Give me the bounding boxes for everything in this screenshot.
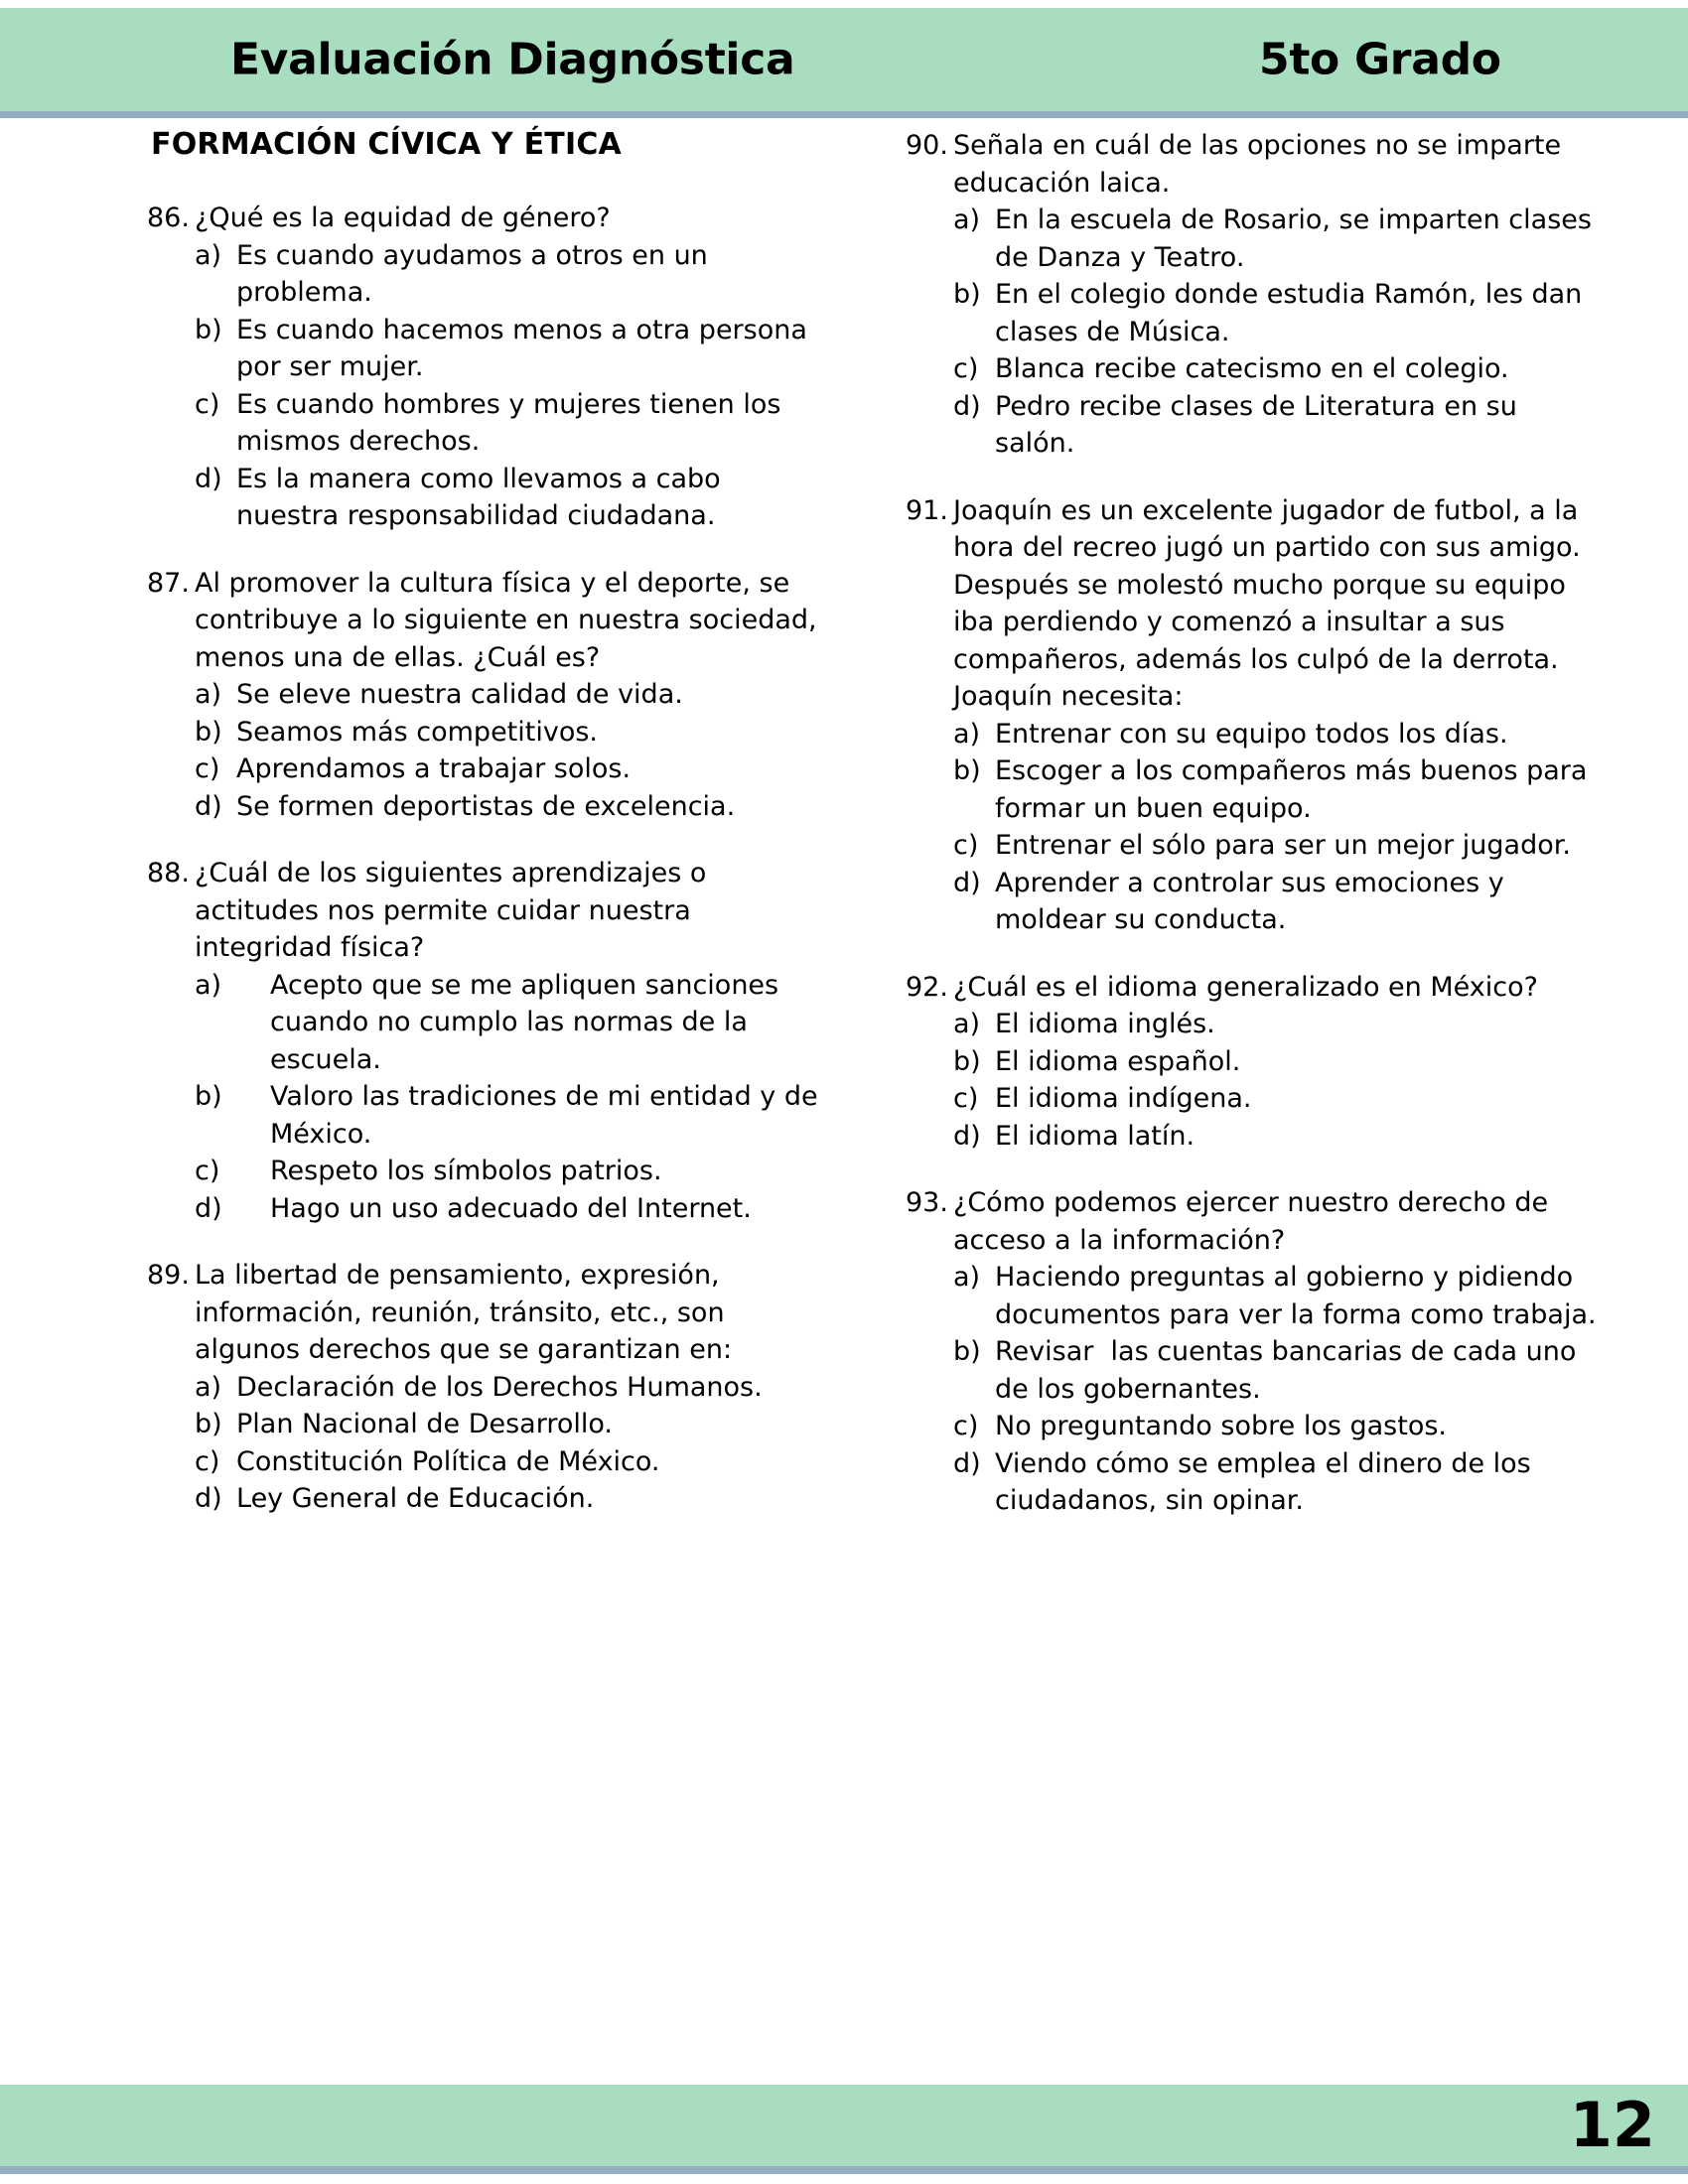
question-number: 87. — [147, 567, 190, 599]
question-subprompt: Joaquín necesita: — [953, 681, 1184, 712]
option-text: Escoger a los compañeros más buenos para formar un buen equipo. — [995, 755, 1597, 824]
answer-option[interactable] — [147, 676, 822, 714]
answer-option[interactable] — [147, 714, 822, 751]
option-list — [906, 202, 1601, 463]
option-letter: d) — [195, 1192, 222, 1224]
answer-option[interactable] — [147, 461, 822, 535]
question-stem — [147, 565, 822, 677]
question-stem — [147, 855, 822, 967]
question-text: Señala en cuál de las opciones no se imparte educación laica. — [953, 130, 1562, 199]
option-letter: b) — [953, 279, 981, 310]
option-letter: b) — [195, 1409, 222, 1439]
answer-option[interactable] — [906, 388, 1601, 463]
option-text: Es cuando hacemos menos a otra persona por ser mujer. — [236, 314, 816, 382]
page-title: Evaluación Diagnóstica — [230, 34, 795, 85]
option-list — [147, 237, 822, 535]
option-text: Seamos más competitivos. — [236, 716, 598, 748]
option-letter: c) — [195, 388, 220, 420]
answer-option[interactable] — [147, 1190, 822, 1228]
answer-option[interactable] — [147, 1078, 827, 1153]
option-list — [147, 1369, 822, 1518]
answer-option[interactable] — [906, 865, 1601, 939]
question-number: 92. — [906, 971, 948, 1003]
question-text: Al promover la cultura física y el deporte, se contribuye a lo siguiente en nuestra sociedad, menos una de ellas. ¿Cuál es? — [195, 567, 817, 673]
question-block — [906, 492, 1601, 939]
page-footer-band — [0, 2085, 1688, 2166]
option-letter: a) — [195, 239, 222, 271]
option-letter: c) — [195, 1445, 220, 1477]
option-text: Blanca recibe catecismo en el colegio. — [995, 353, 1509, 384]
option-text: El idioma indígena. — [995, 1083, 1252, 1114]
question-text: La libertad de pensamiento, expresión, información, reunión, tránsito, etc., son algunos derechos que se garantizan en: — [195, 1260, 733, 1365]
option-letter: b) — [953, 755, 981, 786]
option-text: Constitución Política de México. — [236, 1445, 660, 1477]
option-letter: a) — [953, 1262, 981, 1293]
answer-option[interactable] — [906, 202, 1601, 276]
option-letter: a) — [953, 205, 981, 235]
option-letter: c) — [953, 830, 979, 861]
option-letter: a) — [195, 1371, 222, 1403]
question-block — [906, 1184, 1601, 1520]
question-block — [147, 855, 827, 1227]
left-question-list — [147, 200, 827, 1518]
question-stem — [906, 492, 1601, 679]
question-text: ¿Qué es la equidad de género? — [195, 203, 611, 233]
option-letter: a) — [195, 969, 222, 1001]
footer-shadow-strip — [0, 2166, 1688, 2174]
answer-option[interactable] — [906, 752, 1601, 827]
answer-option[interactable] — [147, 1153, 822, 1190]
option-letter: a) — [953, 718, 981, 750]
answer-option[interactable] — [906, 350, 1601, 388]
option-text: Ley General de Educación. — [236, 1483, 595, 1514]
answer-option[interactable] — [906, 716, 1601, 753]
answer-option[interactable] — [906, 276, 1601, 350]
question-text: Joaquín es un excelente jugador de futbol, a la hora del recreo jugó un partido con sus amigo. Después se molestó mucho porque su equipo iba perdiendo y comenzó a insultar a sus compañeros, además los culpó de la derrota. — [953, 494, 1581, 675]
option-list — [147, 967, 827, 1228]
grade-label: 5to Grado — [1259, 34, 1501, 85]
option-letter: b) — [195, 1081, 222, 1112]
option-text: Entrenar el sólo para ser un mejor jugador. — [995, 830, 1571, 861]
option-text: En la escuela de Rosario, se imparten clases de Danza y Teatro. — [995, 205, 1601, 273]
answer-option[interactable] — [906, 1259, 1601, 1333]
option-letter: c) — [953, 1411, 979, 1441]
option-letter: b) — [195, 314, 222, 345]
option-text: Se eleve nuestra calidad de vida. — [236, 679, 683, 710]
option-text: El idioma latín. — [995, 1120, 1196, 1152]
option-text: En el colegio donde estudia Ramón, les dan clases de Música. — [995, 279, 1591, 347]
option-letter: a) — [953, 1009, 981, 1039]
option-text: Valoro las tradiciones de mi entidad y de México. — [270, 1081, 827, 1150]
option-list — [906, 1259, 1601, 1520]
question-number: 90. — [906, 130, 948, 161]
answer-option[interactable] — [147, 312, 822, 386]
option-text: Es la manera como llevamos a cabo nuestra responsabilidad ciudadana. — [236, 463, 730, 531]
option-letter: d) — [195, 790, 222, 822]
answer-option[interactable] — [147, 751, 822, 788]
answer-option[interactable] — [147, 1406, 822, 1443]
answer-option[interactable] — [147, 237, 822, 312]
answer-option[interactable] — [906, 1043, 1601, 1081]
option-letter: d) — [953, 1120, 981, 1152]
page-header-band — [0, 8, 1688, 111]
option-text: Entrenar con su equipo todos los días. — [995, 718, 1508, 750]
question-block — [906, 127, 1601, 463]
option-text: Es cuando ayudamos a otros en un problema. — [236, 239, 717, 308]
question-stem — [906, 1184, 1601, 1259]
question-stem — [906, 127, 1601, 202]
option-text: Viendo cómo se emplea el dinero de los ciudadanos, sin opinar. — [995, 1447, 1540, 1516]
answer-option[interactable] — [147, 1369, 822, 1407]
option-text: Es cuando hombres y mujeres tienen los mismos derechos. — [236, 388, 790, 457]
question-stem — [147, 1257, 822, 1369]
option-text: Respeto los símbolos patrios. — [270, 1156, 662, 1186]
option-letter: c) — [953, 1083, 979, 1114]
page-number: 12 — [1569, 2089, 1655, 2161]
option-letter: b) — [953, 1336, 981, 1367]
option-list — [906, 716, 1601, 939]
right-question-list — [906, 127, 1601, 1520]
question-stem — [906, 969, 1601, 1007]
option-text: Aprendamos a trabajar solos. — [236, 753, 632, 784]
question-block — [147, 200, 822, 535]
answer-option[interactable] — [147, 1480, 822, 1518]
question-number: 86. — [147, 203, 190, 233]
option-letter: d) — [953, 867, 981, 898]
option-text: Plan Nacional de Desarrollo. — [236, 1409, 614, 1439]
question-text: ¿Cuál de los siguientes aprendizajes o actitudes nos permite cuidar nuestra integridad física? — [195, 858, 707, 963]
option-letter: c) — [953, 353, 979, 384]
option-text: Haciendo preguntas al gobierno y pidiendo documentos para ver la forma como trabaja. — [995, 1262, 1597, 1330]
section-heading: FORMACIÓN CÍVICA Y ÉTICA — [151, 127, 622, 162]
question-block — [147, 565, 822, 826]
question-number: 93. — [906, 1187, 948, 1218]
answer-option[interactable] — [147, 1443, 822, 1481]
answer-option[interactable] — [147, 967, 822, 1079]
answer-option[interactable] — [906, 1445, 1601, 1520]
question-number: 91. — [906, 494, 948, 526]
question-number: 88. — [147, 858, 190, 888]
option-list — [147, 676, 822, 825]
option-letter: a) — [195, 679, 222, 710]
answer-option[interactable] — [906, 1118, 1601, 1156]
option-letter: d) — [953, 390, 981, 422]
option-text: Pedro recibe clases de Literatura en su salón. — [995, 390, 1526, 459]
answer-option[interactable] — [147, 386, 822, 461]
right-column — [906, 127, 1601, 1550]
option-text: El idioma inglés. — [995, 1009, 1215, 1039]
option-text: Declaración de los Derechos Humanos. — [236, 1371, 763, 1403]
option-text: Hago un uso adecuado del Internet. — [270, 1192, 752, 1224]
option-text: El idioma español. — [995, 1045, 1241, 1077]
option-text: Revisar las cuentas bancarias de cada uno de los gobernantes. — [995, 1336, 1585, 1405]
option-letter: d) — [195, 463, 222, 494]
answer-option[interactable] — [906, 1080, 1601, 1118]
option-letter: b) — [953, 1045, 981, 1077]
answer-option[interactable] — [906, 1006, 1601, 1043]
question-text: ¿Cuál es el idioma generalizado en México? — [953, 971, 1538, 1003]
answer-option[interactable] — [906, 827, 1601, 865]
question-block — [906, 969, 1601, 1156]
answer-option[interactable] — [147, 788, 822, 826]
answer-option[interactable] — [906, 1408, 1601, 1445]
question-text: ¿Cómo podemos ejercer nuestro derecho de acceso a la información? — [953, 1187, 1549, 1256]
header-shadow-strip — [0, 111, 1688, 118]
option-list — [906, 1006, 1601, 1155]
answer-option[interactable] — [906, 1333, 1601, 1408]
option-letter: d) — [195, 1483, 222, 1514]
question-stem — [147, 200, 822, 237]
question-number: 89. — [147, 1260, 190, 1291]
question-block — [147, 1257, 822, 1518]
option-text: No preguntando sobre los gastos. — [995, 1411, 1448, 1441]
option-letter: c) — [195, 753, 220, 784]
option-text: Se formen deportistas de excelencia. — [236, 790, 736, 822]
left-column — [147, 127, 827, 1548]
option-text: Aprender a controlar sus emociones y moldear su conducta. — [995, 867, 1513, 935]
option-letter: d) — [953, 1447, 981, 1479]
option-text: Acepto que se me apliquen sanciones cuando no cumplo las normas de la escuela. — [270, 969, 787, 1075]
option-letter: c) — [195, 1156, 220, 1186]
option-letter: b) — [195, 716, 222, 748]
